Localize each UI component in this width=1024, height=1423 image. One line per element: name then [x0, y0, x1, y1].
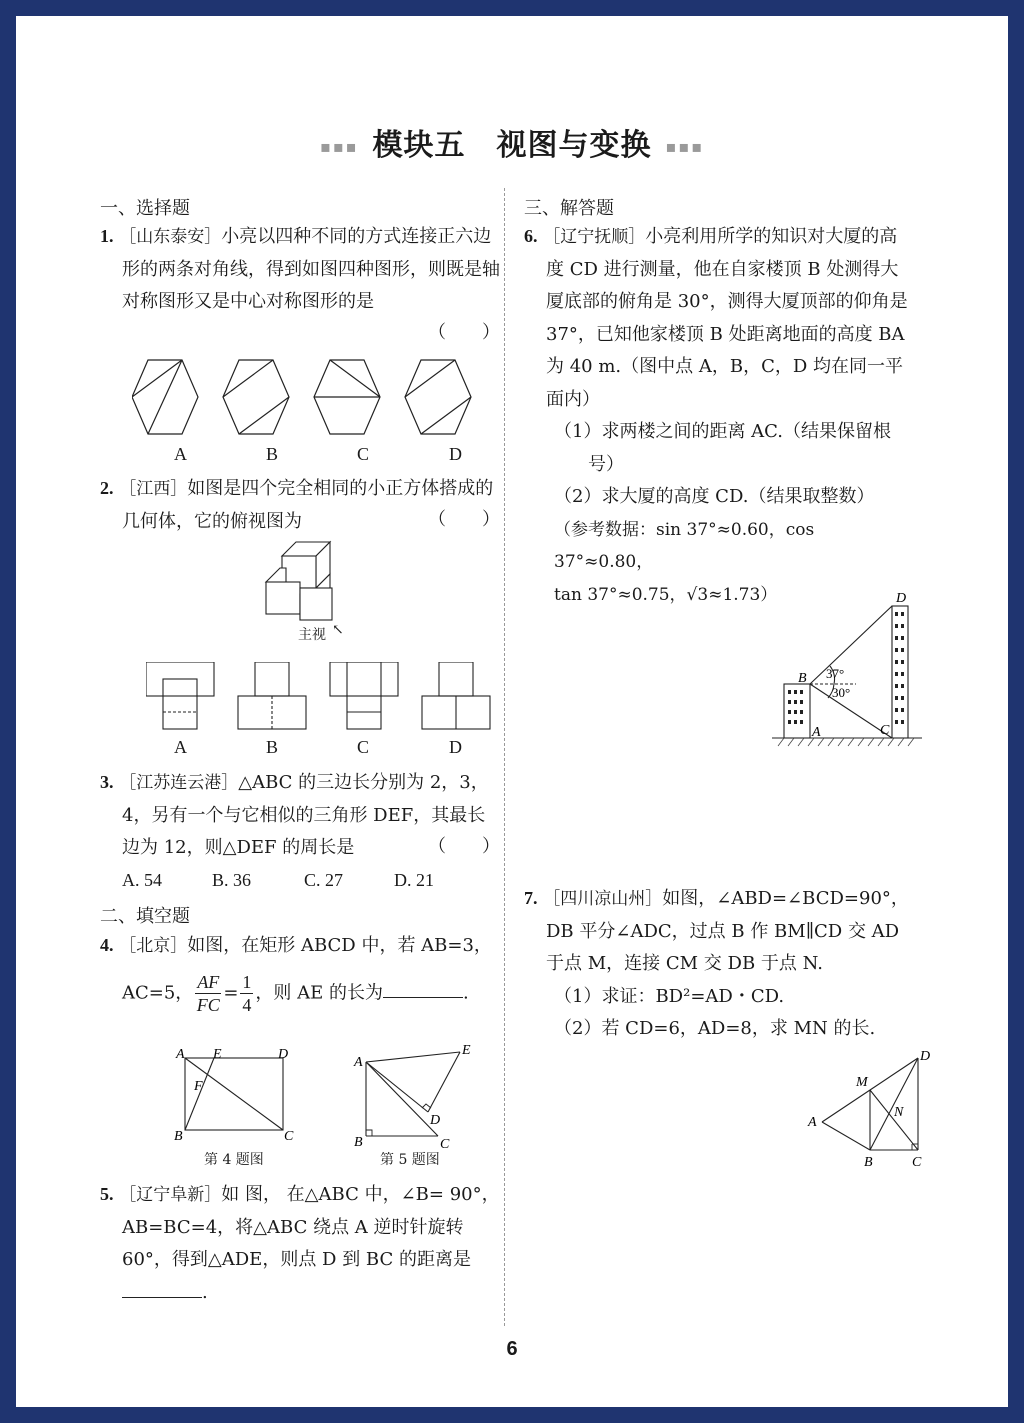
q6-text: 小亮利用所学的知识对大厦的高度 CD 进行测量，他在自家楼顶 B 处测得大厦底部的俯角是 30°，测得大厦顶部的仰角是 37°，已知他家楼顶 B 处距离地面的高度 BA 为 40 m.（图中点 A，B，C，D 均在同一平面内）	[546, 226, 908, 410]
q2-text: 如图是四个完全相同的小正方体搭成的几何体，它的俯视图为	[122, 478, 494, 532]
q3-text: △ABC 的三边长分别为 2，3，4，另有一个与它相似的三角形 DEF，其最长边为 12，则△DEF 的周长是	[122, 772, 489, 858]
q7-label-m: M	[856, 1075, 868, 1090]
section-heading-choice: 一、选择题	[100, 198, 190, 219]
title-dots-left: ▪▪▪	[319, 137, 359, 156]
q5-label-b: B	[354, 1135, 363, 1150]
q5-end-period: .	[202, 1281, 208, 1303]
q6-source: ［辽宁抚顺］	[543, 227, 646, 247]
q1-source: ［山东泰安］	[119, 227, 222, 247]
ground-hatching	[778, 738, 914, 746]
q7-geometry-figure	[800, 1048, 930, 1170]
q5-source: ［辽宁阜新］	[119, 1185, 222, 1205]
q1-label-b: B	[266, 444, 279, 464]
q7-text: 如图，∠ABD=∠BCD=90°，DB 平分∠ADC，过点 B 作 BM∥CD 交 AD 于点 M，连接 CM 交 DB 于点 N.	[546, 888, 909, 974]
q5-label-d: D	[430, 1113, 441, 1128]
question-6	[524, 220, 914, 611]
q1-label-a: A	[174, 444, 187, 464]
q7-sub2: （2）若 CD=6，AD=8，求 MN 的长.	[554, 1018, 876, 1039]
q1-number: 1.	[100, 226, 114, 246]
q5-label-c: C	[440, 1137, 450, 1152]
q2-answer-paren: （ ）	[428, 509, 500, 530]
q2-top-view-options	[146, 662, 496, 732]
frac-af: AF	[197, 971, 220, 992]
hexagon-c	[314, 360, 380, 434]
q6-number: 6.	[524, 226, 538, 246]
q1-text: 小亮以四种不同的方式连接正六边形的两条对角线，得到如图四种图形，则既是轴对称图形又是中心对称图形的是	[122, 226, 500, 312]
q7-label-b: B	[864, 1155, 873, 1170]
page-number: 6	[506, 1338, 518, 1360]
question-5	[100, 1178, 500, 1309]
q2-cube-solid-figure	[260, 536, 350, 626]
q6-angle-30: 30°	[832, 685, 851, 700]
page-sheet	[16, 16, 1008, 1407]
q7-sub1: （1）求证：BD²=AD・CD.	[554, 985, 785, 1007]
q2-label-c: C	[357, 737, 370, 757]
q4-label-f: F	[194, 1079, 203, 1094]
q1-hexagon-figures	[132, 356, 492, 438]
q4-number: 4.	[100, 935, 114, 955]
q3-option-d: D. 21	[394, 870, 434, 890]
q2-label-a: A	[174, 737, 187, 757]
q3-option-a: A. 54	[122, 870, 162, 890]
question-7	[524, 882, 916, 1046]
section-heading-fill: 二、填空题	[100, 906, 190, 927]
q4-fraction-one-four	[240, 971, 253, 1016]
q4-source: ［北京］	[119, 936, 188, 956]
q4-label-c: C	[284, 1129, 294, 1144]
q6-reference-2: tan 37°≈0.75，√3≈1.73）	[554, 584, 778, 605]
section-heading-solution: 三、解答题	[524, 198, 614, 219]
q6-label-c: C	[880, 723, 890, 738]
q6-buildings-figure	[772, 588, 922, 758]
question-2	[100, 472, 500, 538]
column-divider	[504, 188, 505, 1326]
q5-text: 如 图， 在△ABC 中，∠B= 90°，AB=BC=4，将△ABC 绕点 A 逆时针旋转 60°，得到△ADE，则点 D 到 BC 的距离是	[122, 1184, 500, 1270]
q4-answer-blank[interactable]	[383, 979, 463, 998]
q3-answer-paren: （ ）	[428, 836, 500, 857]
q4-text-b-pre: AC=5，	[122, 982, 194, 1003]
q2-label-b: B	[266, 737, 279, 757]
hexagon-b	[223, 360, 289, 434]
q6-label-a: A	[812, 725, 821, 740]
q6-sub1: （1）求两楼之间的距离 AC.（结果保留根号）	[554, 421, 892, 475]
frac-fc: FC	[196, 994, 220, 1015]
q6-label-b: B	[798, 671, 807, 686]
q4-label-e: E	[213, 1047, 222, 1062]
q7-label-n: N	[894, 1105, 904, 1120]
frac-1: 1	[242, 971, 252, 992]
q7-label-c: C	[912, 1155, 922, 1170]
q7-label-a: A	[808, 1115, 817, 1130]
q1-answer-paren: （ ）	[428, 322, 500, 343]
q1-label-c: C	[357, 444, 370, 464]
frac-4: 4	[242, 994, 252, 1015]
q6-reference-1: （参考数据：sin 37°≈0.60，cos 37°≈0.80，	[554, 519, 815, 572]
q6-sub2: （2）求大厦的高度 CD.（结果取整数）	[554, 486, 875, 507]
q4-figure-caption: 第 4 题图	[204, 1152, 264, 1168]
top-view-a	[146, 662, 214, 729]
q6-angle-37: 37°	[826, 666, 845, 681]
question-1	[100, 220, 500, 343]
top-view-b	[238, 662, 306, 729]
q4-label-b: B	[174, 1129, 183, 1144]
q2-number: 2.	[100, 478, 114, 498]
q3-option-b: B. 36	[212, 870, 252, 890]
q3-option-c: C. 27	[304, 870, 344, 890]
q4-fraction-af-fc	[195, 971, 221, 1016]
question-3	[100, 766, 500, 865]
q1-label-d: D	[449, 444, 462, 464]
top-view-d	[422, 662, 490, 729]
q5-label-e: E	[462, 1043, 471, 1058]
top-view-c	[330, 662, 398, 729]
title-dots-right: ▪▪▪	[665, 137, 705, 156]
q4-text-a: 如图，在矩形 ABCD 中，若 AB=3，	[187, 935, 492, 956]
q5-triangle-figure	[336, 1032, 486, 1152]
q3-number: 3.	[100, 772, 114, 792]
question-4: 4. ［北京］如图，在矩形 ABCD 中，若 AB=3， AC=5， $\frac{AF}{FC}$ = $\frac{1}{4}$ ，则 AE 的长为 .	[100, 935, 492, 1015]
q7-label-d: D	[920, 1049, 930, 1064]
q2-label-d: D	[449, 737, 462, 757]
front-view-arrow-icon: ↖	[332, 622, 344, 638]
q6-label-d: D	[896, 591, 907, 606]
hexagon-a	[132, 360, 198, 434]
q4-text-b-post: ，则 AE 的长为	[255, 982, 383, 1003]
q7-number: 7.	[524, 888, 538, 908]
q5-number: 5.	[100, 1184, 114, 1204]
q5-figure-caption: 第 5 题图	[380, 1152, 440, 1168]
q4-rectangle-figure	[168, 1044, 308, 1144]
q2-front-view-label: 主视	[298, 627, 326, 643]
hexagon-d	[405, 360, 471, 434]
q7-source: ［四川凉山州］	[543, 889, 663, 909]
q4-equals: =	[223, 982, 239, 1003]
q4-label-d: D	[278, 1047, 289, 1062]
title-text: 模块五 视图与变换	[372, 128, 652, 163]
q3-source: ［江苏连云港］	[119, 773, 239, 793]
q5-label-a: A	[354, 1055, 363, 1070]
q4-label-a: A	[176, 1047, 185, 1062]
q2-source: ［江西］	[119, 479, 188, 499]
q5-answer-blank[interactable]	[122, 1279, 202, 1298]
page-title	[16, 120, 1008, 164]
